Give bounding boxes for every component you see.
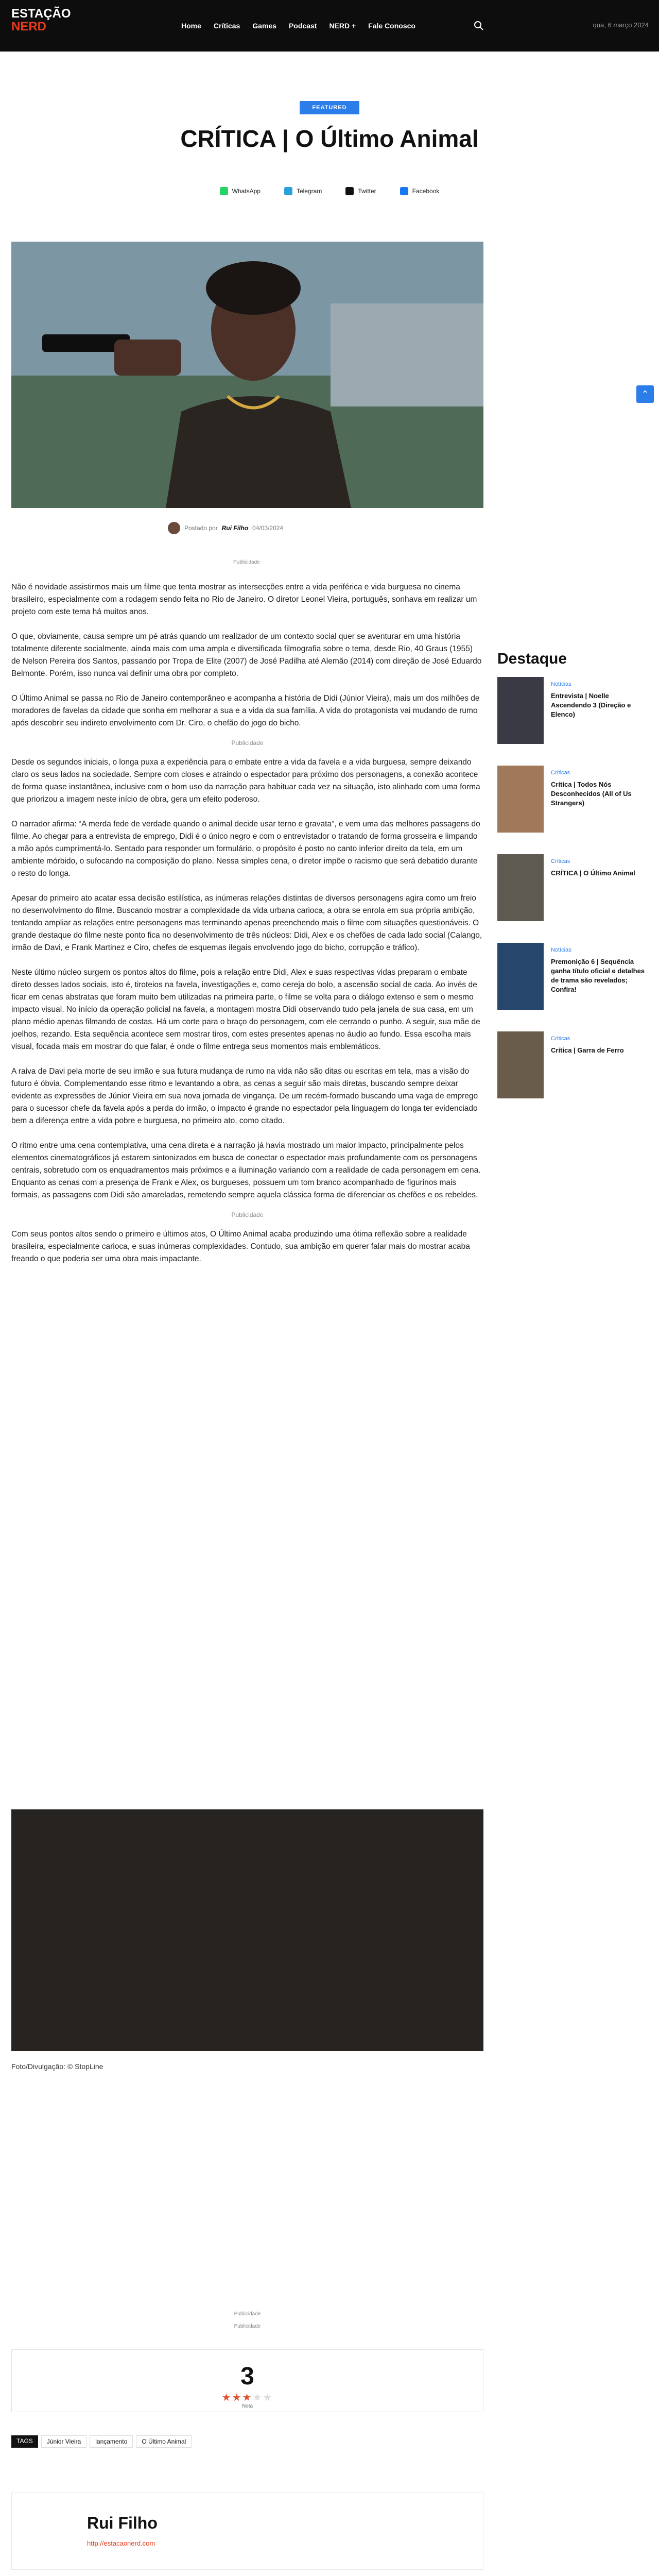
article-paragraph: Neste último núcleo surgem os pontos altos do filme, pois a relação entre Didi, Alex e suas respectivas vidas preparam o embate direto desses lados sociais, isto é, tiroteios na favela, investigações e, como cereja do bolo, a ascensão social de cada. Ao invés de ficar em cenas abstratas que foram muito bem utilizadas na primeira parte, o filme se volta para o diálogo extenso e sem o mesmo impacto visual. No início da operação policial na favela, a montagem mostra Didi observando tudo pela janela de sua casa, em um plano médio apenas filmando de costas. Há um corte para o braço do personagem, com ele cerrando o punho. A seguir, sua mãe de joelhos, rezando. Esta sequência acontece sem mostrar tiros, com estes presentes apenas no áudio ao fundo. Essa escolha mais visual, focada mais em mostrar do que falar, é onde o filme entrega seus momentos mais emblemáticos. [11, 968, 480, 1051]
chevron-up-icon: ⌃ [641, 389, 649, 399]
sidebar-post-title[interactable]: Premonição 6 | Sequência ganha título oficial e detalhes de trama são revelados; Confira! [551, 958, 645, 993]
ad-label-bottom-2: Publicidade [234, 2324, 261, 2329]
star-empty-icon: ★ [252, 2392, 263, 2403]
nav-fale-conosco[interactable]: Fale Conosco [368, 22, 415, 30]
page-title: CRÍTICA | O Último Animal [180, 125, 479, 152]
nav-games[interactable]: Games [252, 22, 276, 30]
header-date: qua, 6 março 2024 [593, 21, 649, 29]
post-date: 04/03/2024 [252, 524, 284, 532]
sidebar-post[interactable] [497, 1031, 648, 1098]
article-paragraph: O narrador afirma: “A merda fede de verdade quando o animal decide usar terno e gravata”, e vem uma das melhores passagens do filme. Ao chegar para a entrevista de emprego, Didi é o único negro e com o entrevistador o tratando de forma grosseira e limpando a mão após cumprimentá-lo. Sentado para responder um formulário, o propósito é posto no canto inferior direito da tela, em um ambiente mórbido, o sufocando na composição do plano. Nessa simples cena, o diretor impõe o racismo que será debatido durante o resto do longa. [11, 820, 480, 878]
rating-label: Nota [241, 2403, 253, 2409]
share-whatsapp-button[interactable] [214, 182, 267, 200]
author-box-name[interactable]: Rui Filho [87, 2514, 158, 2532]
sidebar-post[interactable] [497, 943, 648, 1010]
article-body [11, 581, 483, 1278]
nav-podcast[interactable]: Podcast [288, 22, 317, 30]
top-bar [0, 0, 659, 52]
rating-stars [12, 2391, 483, 2404]
whatsapp-icon [220, 187, 228, 195]
author-prefix: Postado por [184, 524, 218, 532]
tag-link[interactable]: Júnior Vieira [41, 2435, 86, 2448]
sidebar-post[interactable] [497, 677, 648, 744]
sidebar-thumbnail[interactable] [497, 1031, 544, 1098]
ad-label: Publicidade [233, 560, 260, 565]
author-box-url[interactable]: http://estacaonerd.com [87, 2539, 155, 2547]
twitter-icon [345, 187, 354, 195]
sidebar-post-category[interactable]: Notícias [551, 947, 571, 953]
telegram-icon [284, 187, 292, 195]
article-paragraph: Apesar do primeiro ato acatar essa decisão estilística, as inúmeras relações distintas de diversos personagens agira como um freio no desenvolvimento do filme. Buscando mostrar a complexidade da vida urbana carioca, a obra se enrola em sua própria ambição, tentando ampliar as relações entre personagens mas terminando apenas preenchendo mais o filme com situações questionáveis. O grande destaque do filme neste ponto fica no desenvolvimento de três núcleos: Didi, Alex e os chefões de cada lado social (Calango, irmão de Davi, e Frank Martinez e Ciro, chefes de esquemas ilegais envolvendo jogo do bicho, corrupção e tráfico). [11, 894, 482, 952]
hero-illustration [11, 242, 483, 508]
ad-label-inline: Publicidade [231, 739, 264, 747]
nav-home[interactable]: Home [181, 22, 201, 30]
search-icon[interactable] [474, 21, 484, 31]
sidebar-title: Destaque [497, 650, 567, 667]
article-paragraph: O ritmo entre uma cena contemplativa, uma cena direta e a narração já havia mostrado um maior impacto, principalmente pelos elementos cinematográficos já estarem sintonizados em busca de conectar o espectador mais profundamente com os personagens centrais, sobretudo com os enquadramentos mais próximos e a iluminação variando com a realidade de cada personagem em cena. Enquanto as cenas com a presença de Frank e Alex, os burgueses, possuem um tom branco acompanhado de figurinos mais formais, as passagens com Didi são amareladas, remetendo sempre aquela clássica forma de diferenciar os chefões e os rebeldes. [11, 1141, 481, 1199]
ad-label-bottom: Publicidade [234, 2311, 261, 2317]
sidebar-post-category[interactable]: Críticas [551, 858, 570, 865]
sidebar-post-category[interactable]: Notícias [551, 681, 571, 687]
sidebar-thumbnail[interactable] [497, 854, 544, 921]
article-paragraph: Desde os segundos iniciais, o longa puxa a experiência para o embate entre a vida da favela e a vida burguesa, sempre deixando claro os seus lados na sociedade. Sempre com closes e atraindo o espectador para próximo dos personagens, a conexão acontece de forma quase instantânea, inclusive com o bom uso da narração para habituar cada vez na situação, isto alinhado com uma forma que priorizou a imagem neste início de obra, gera um efeito poderoso. [11, 758, 480, 804]
tags-label: TAGS [11, 2435, 38, 2448]
featured-badge[interactable]: FEATURED [300, 101, 359, 114]
article-paragraph: Não é novidade assistirmos mais um filme que tenta mostrar as intersecções entre a vida periférica e vida burguesa no cinema brasileiro, especialmente com a rodagem sendo feita no Rio de Janeiro. O diretor Leonel Vieira, português, sonhava em realizar um projeto com este tema há muitos anos. [11, 583, 477, 616]
share-bar [185, 182, 474, 200]
main-nav [175, 20, 422, 32]
tags-bar [11, 2435, 192, 2448]
video-embed[interactable] [11, 1809, 483, 2051]
rating-box [11, 2349, 483, 2412]
author-link[interactable]: Rui Filho [221, 524, 249, 532]
sidebar-thumbnail[interactable] [497, 677, 544, 744]
article-paragraph: A raiva de Davi pela morte de seu irmão e sua futura mudança de rumo na vida não são ditas ou escritas em tela, mas a visão do futuro é óbvia. Complementando esse ritmo e levantando a obra, as cenas a seguir são mais diretas, buscando sempre deixar evidente as expressões de Júnior Vieira em sua nova jornada de vingança. De um recém-formado buscando uma vaga de emprego para o sucessor chefe da favela após a perda do irmão, o impacto é grande no espectador pela linguagem do longa ter evidenciado bem a diferença entre a vida pobre e burguesa, no primeiro ato, como citado. [11, 1067, 478, 1125]
video-caption: Foto/Divulgação: © StopLine [11, 2062, 103, 2071]
share-telegram-button[interactable] [278, 182, 328, 200]
author-line [168, 521, 333, 535]
star-icon: ★ [232, 2392, 242, 2403]
logo-line-2: NERD [11, 20, 47, 33]
share-facebook-label: Facebook [412, 188, 440, 195]
sidebar-post-title[interactable]: CRÍTICA | O Último Animal [551, 869, 635, 877]
sidebar-post-title[interactable]: Entrevista | Noelle Ascendendo 3 (Direção e Elenco) [551, 692, 631, 718]
facebook-icon [400, 187, 408, 195]
rating-value: 3 [240, 2363, 254, 2390]
article-paragraph: Com seus pontos altos sendo o primeiro e últimos atos, O Último Animal acaba produzindo uma ótima reflexão sobre a realidade brasileira, especialmente carioca, e suas inúmeras complexidades. Contudo, sua ambição em querer falar mais do mostrar acaba freando o que poderia ser uma obra mais impactante. [11, 1230, 470, 1263]
site-logo[interactable] [11, 7, 69, 41]
avatar[interactable] [168, 522, 180, 534]
share-twitter-button[interactable] [339, 182, 382, 200]
sidebar-post-category[interactable]: Críticas [551, 1036, 570, 1042]
tag-link[interactable]: lançamento [90, 2435, 133, 2448]
author-box [11, 2493, 483, 2570]
sidebar [497, 650, 648, 1120]
nav-nerd-plus[interactable]: NERD + [329, 22, 356, 30]
article-paragraph: O que, obviamente, causa sempre um pé atrás quando um realizador de um contexto social quer se aventurar em uma história totalmente diferente socialmente, ainda mais com uma ampla e diversificada filmografia sobre o tema, desde Rio, 40 Graus (1955) de Nelson Pereira dos Santos, passando por Tropa de Elite (2007) de José Padilha até Alemão (2014) com direção de José Eduardo Belmonte. Porém, isso nunca vai definir uma obra por completo. [11, 632, 482, 678]
star-icon: ★ [242, 2392, 253, 2403]
star-empty-icon: ★ [263, 2392, 273, 2403]
sidebar-post[interactable] [497, 854, 648, 921]
share-telegram-label: Telegram [296, 188, 322, 195]
sidebar-post-title[interactable]: Crítica | Todos Nós Desconhecidos (All of Us Strangers) [551, 781, 632, 807]
article-paragraph: O Último Animal se passa no Rio de Janeiro contemporâneo e acompanha a história de Didi (Júnior Vieira), mais um dos milhões de moradores de favelas da cidade que sonha em melhorar a sua e a vida da sua família. A vida do protagonista vai mudando de rumo após descobrir seu indireto envolvimento com Dr. Ciro, o chefão do jogo do bicho. [11, 694, 480, 727]
ad-label-inline: Publicidade [231, 1211, 264, 1218]
nav-criticas[interactable]: Críticas [213, 22, 240, 30]
logo-line-1: ESTAÇÃO [11, 7, 71, 21]
sidebar-post-category[interactable]: Críticas [551, 770, 570, 776]
scroll-top-button[interactable] [636, 385, 654, 403]
sidebar-post[interactable] [497, 766, 648, 833]
tag-link[interactable]: O Último Animal [136, 2435, 192, 2448]
sidebar-post-title[interactable]: Crítica | Garra de Ferro [551, 1046, 624, 1054]
star-icon: ★ [221, 2392, 232, 2403]
sidebar-thumbnail[interactable] [497, 766, 544, 833]
share-whatsapp-label: WhatsApp [232, 188, 261, 195]
hero-image [11, 242, 483, 508]
sidebar-thumbnail[interactable] [497, 943, 544, 1010]
share-facebook-button[interactable] [394, 182, 446, 200]
share-twitter-label: Twitter [358, 188, 376, 195]
